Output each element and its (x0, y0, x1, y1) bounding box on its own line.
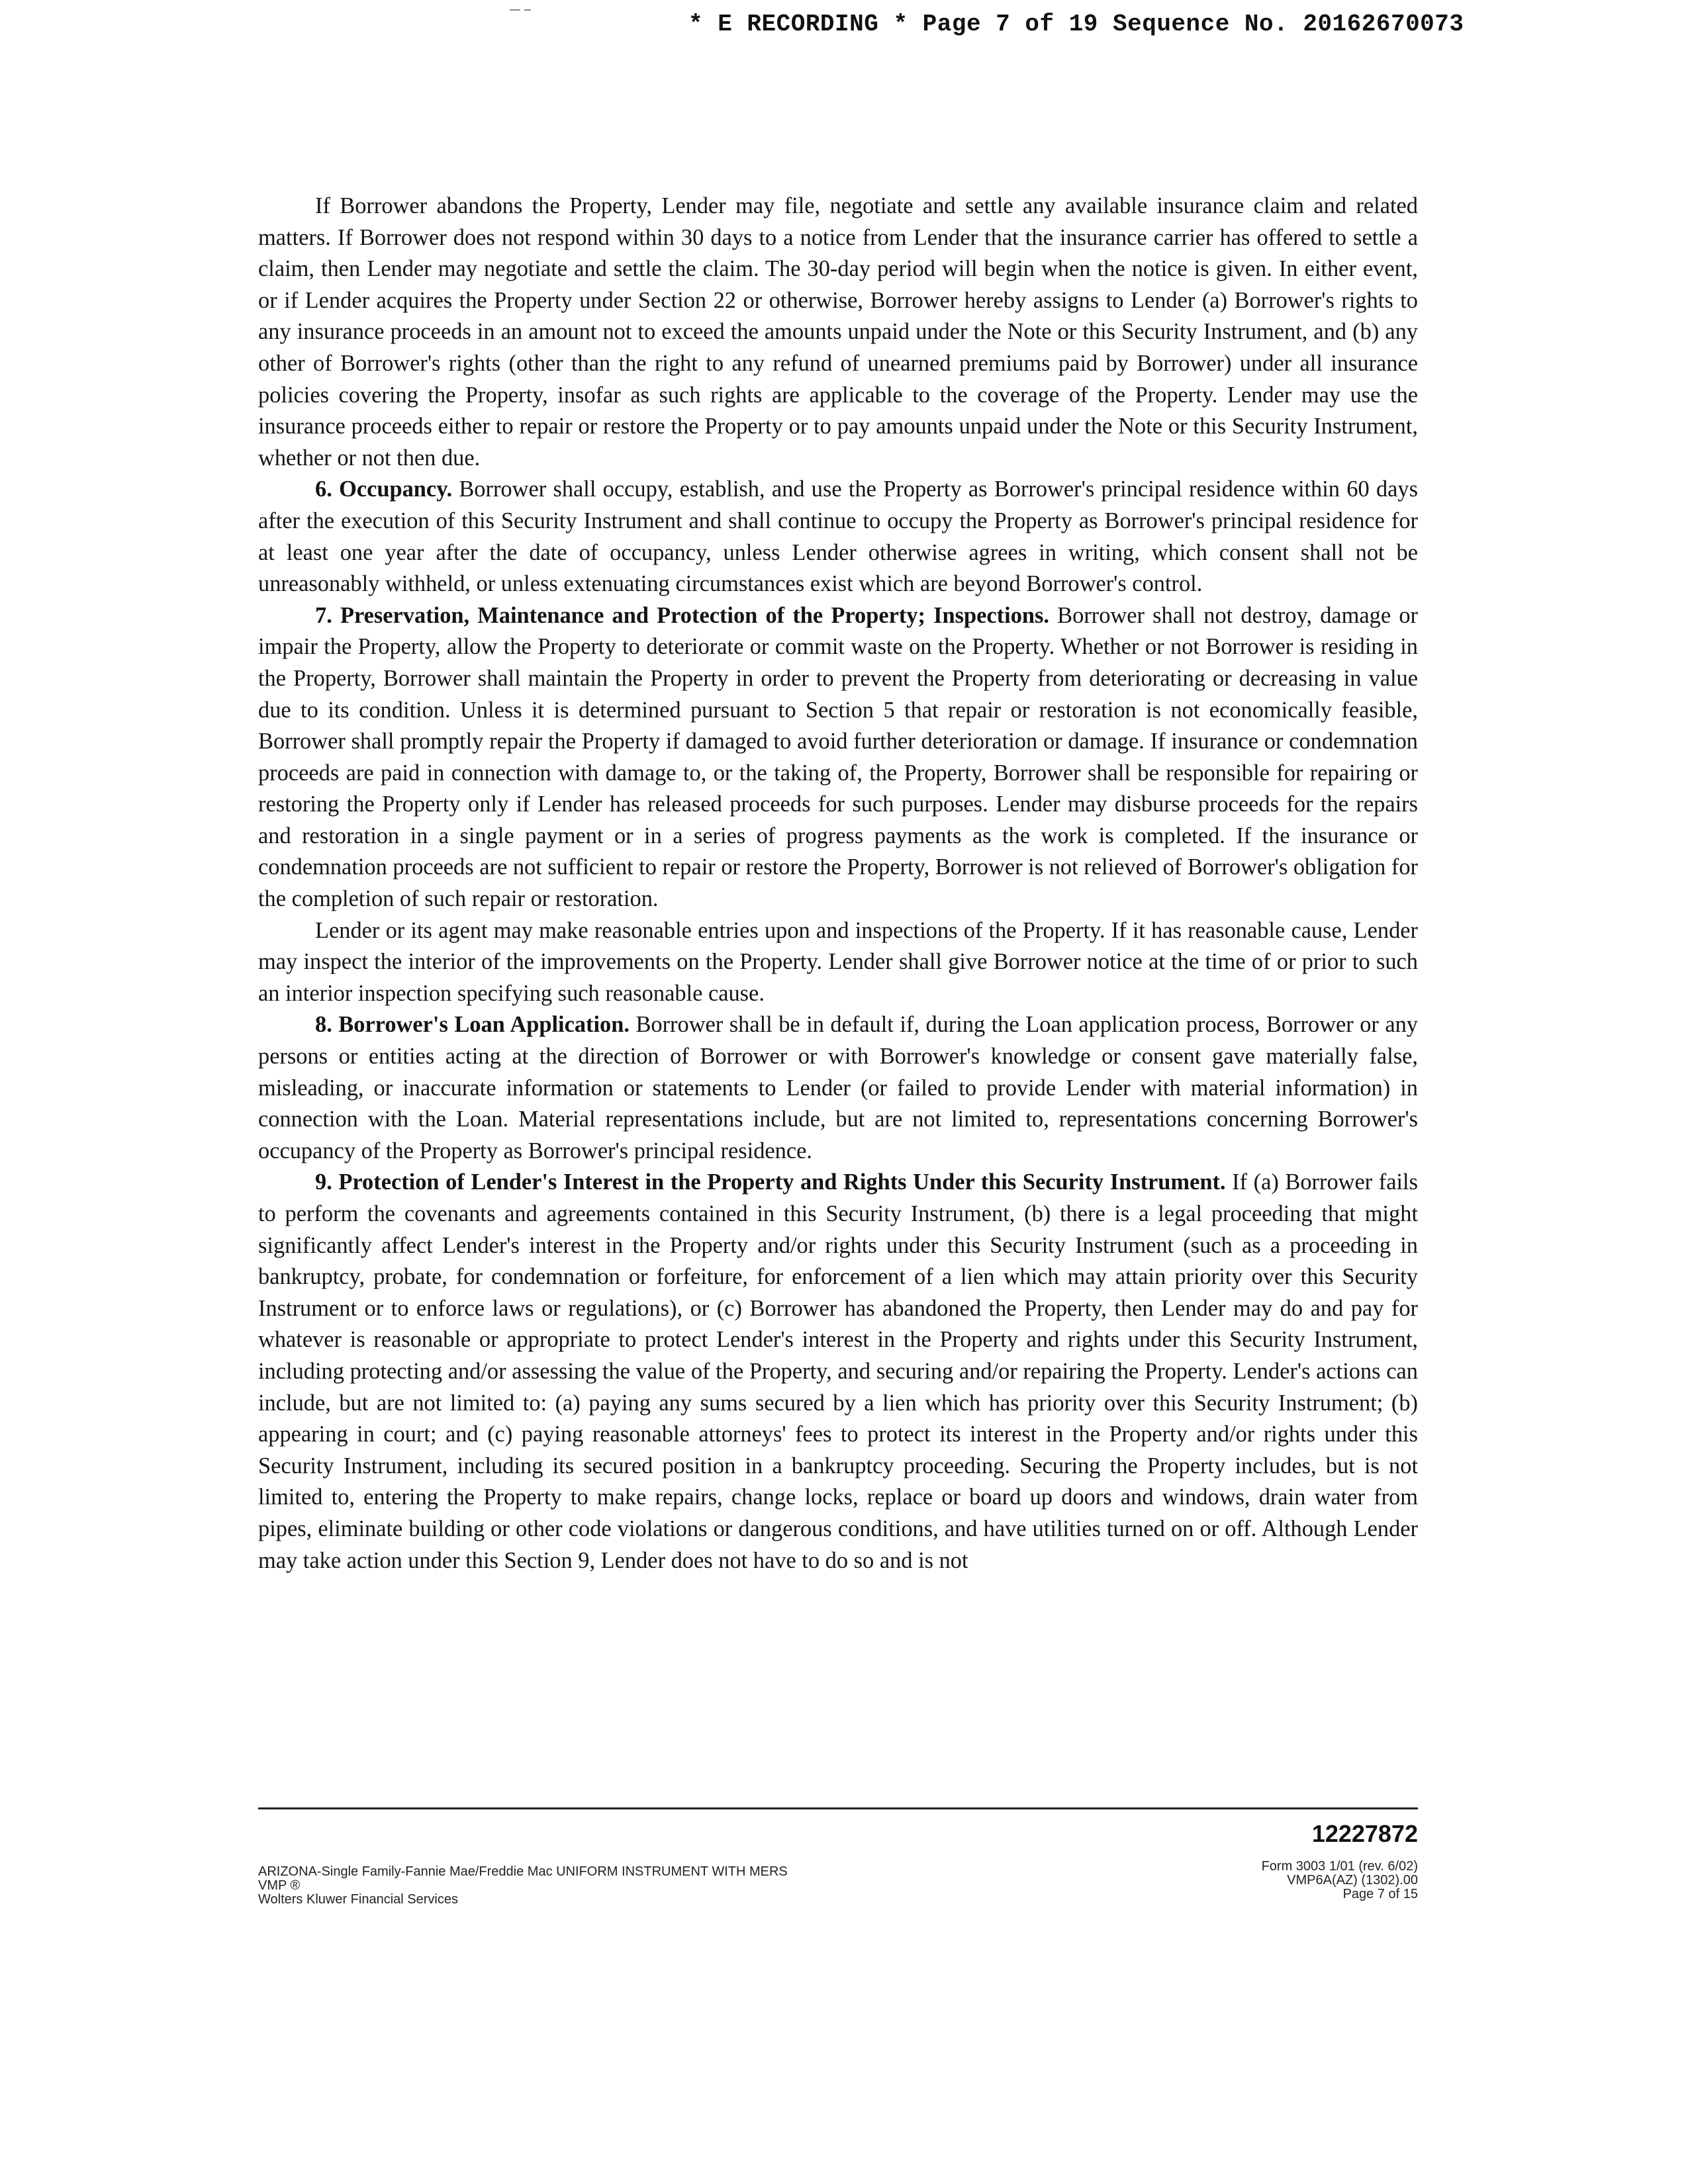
footer-form-info (258, 1865, 986, 1907)
scan-mark (510, 9, 520, 11)
recording-header: * E RECORDING * Page 7 of 19 Sequence No. 20162670073 (688, 11, 1464, 38)
document-body (258, 191, 1418, 1576)
footer-publisher: Wolters Kluwer Financial Services (258, 1892, 458, 1907)
section-text: Borrower shall be in default if, during the Loan application process, Borrower or any persons or entities acting at the direction of Borrower or with Borrower's knowledge or consent gave materially false, misleading, or inaccurate information or statements to Lender (or failed to provide Lender with material information) in connection with the Loan. Material representations include, but are not limited to, representations concerning Borrower's occupancy of the Property as Borrower's principal residence. (258, 1012, 1418, 1163)
section-8-loan-application (258, 1009, 1418, 1167)
footer-vmp-code: VMP6A(AZ) (1302).00 (1287, 1873, 1418, 1888)
scan-mark (524, 9, 531, 11)
section-6-occupancy (258, 474, 1418, 600)
document-number: 12227872 (1311, 1820, 1418, 1847)
section-text: Borrower shall not destroy, damage or impair the Property, allow the Property to deteriorate or commit waste on the Property. Whether or not Borrower is residing in the Property, Borrower shall maintain the Property in order to prevent the Property from deteriorating or decreasing in value due to its condition. Unless it is determined pursuant to Section 5 that repair or restoration is not economically feasible, Borrower shall promptly repair the Property if damaged to avoid further deterioration or damage. If insurance or condemnation proceeds are paid in connection with damage to, or the taking of, the Property, Borrower shall be responsible for repairing or restoring the Property only if Lender has released proceeds for such purposes. Lender may disburse proceeds for the repairs and restoration in a single payment or in a series of progress payments as the work is completed. If the insurance or condemnation proceeds are not sufficient to repair or restore the Property, Borrower is not relieved of Borrower's obligation for the completion of such repair or restoration. (258, 602, 1418, 912)
section-text: Borrower shall occupy, establish, and use the Property as Borrower's principal residence within 60 days after the execution of this Security Instrument and shall continue to occupy the Property as Borrower's principal residence for at least one year after the date of occupancy, unless Lender otherwise agrees in writing, which consent shall not be unreasonably withheld, or unless extenuating circumstances exist which are beyond Borrower's control. (258, 477, 1418, 597)
paragraph-abandonment: If Borrower abandons the Property, Lender may file, negotiate and settle any available insurance claim and related matters. If Borrower does not respond within 30 days to a notice from Lender that the insurance carrier has offered to settle a claim, then Lender may negotiate and settle the claim. The 30-day period will begin when the notice is given. In either event, or if Lender acquires the Property under Section 22 or otherwise, Borrower hereby assigns to Lender (a) Borrower's rights to any insurance proceeds in an amount not to exceed the amounts unpaid under the Note or this Security Instrument, and (b) any other of Borrower's rights (other than the right to any refund of unearned premiums paid by Borrower) under all insurance policies covering the Property, insofar as such rights are applicable to the coverage of the Property. Lender may use the insurance proceeds either to repair or restore the Property or to pay amounts unpaid under the Note or this Security Instrument, whether or not then due. (258, 193, 1418, 471)
footer-divider (258, 1807, 1418, 1809)
footer-vmp-mark: VMP ® (258, 1878, 301, 1893)
section-heading: 9. Protection of Lender's Interest in the Property and Rights Under this Security Instrument. (315, 1169, 1226, 1195)
section-heading: 8. Borrower's Loan Application. (315, 1012, 630, 1038)
section-7-preservation (258, 600, 1418, 915)
section-heading: 6. Occupancy. (315, 477, 453, 502)
footer-form-number (1021, 1860, 1418, 1901)
section-9-protection (258, 1167, 1418, 1576)
section-heading: 7. Preservation, Maintenance and Protection of the Property; Inspections. (315, 602, 1049, 628)
section-text: If (a) Borrower fails to perform the covenants and agreements contained in this Security Instrument, (b) there is a legal proceeding that might significantly affect Lender's interest in the Property and/or rights under this Security Instrument (such as a proceeding in bankruptcy, probate, for condemnation or forfeiture, for enforcement of a lien which may attain priority over this Security Instrument or to enforce laws or regulations), or (c) Borrower has abandoned the Property, then Lender may do and pay for whatever is reasonable or appropriate to protect Lender's interest in the Property and rights under this Security Instrument, including protecting and/or assessing the value of the Property, and securing and/or repairing the Property. Lender's actions can include, but are not limited to: (a) paying any sums secured by a lien which has priority over this Security Instrument; (b) appearing in court; and (c) paying reasonable attorneys' fees to protect its interest in the Property and/or rights under this Security Instrument, including its secured position in a bankruptcy proceeding. Securing the Property includes, but is not limited to, entering the Property to make repairs, change locks, replace or board up doors and windows, drain water from pipes, eliminate building or other code violations or dangerous conditions, and have utilities turned on or off. Although Lender may take action under this Section 9, Lender does not have to do so and is not (258, 1169, 1418, 1573)
footer-page-number: Page 7 of 15 (1342, 1887, 1418, 1901)
footer-form-title: ARIZONA-Single Family-Fannie Mae/Freddie Mac UNIFORM INSTRUMENT WITH MERS (258, 1864, 788, 1879)
paragraph-inspection: Lender or its agent may make reasonable entries upon and inspections of the Property. If it has reasonable cause, Lender may inspect the interior of the improvements on the Property. Lender shall give Borrower notice at the time of or prior to such an interior inspection specifying such reasonable cause. (258, 917, 1418, 1006)
footer-form-code: Form 3003 1/01 (rev. 6/02) (1261, 1859, 1418, 1874)
